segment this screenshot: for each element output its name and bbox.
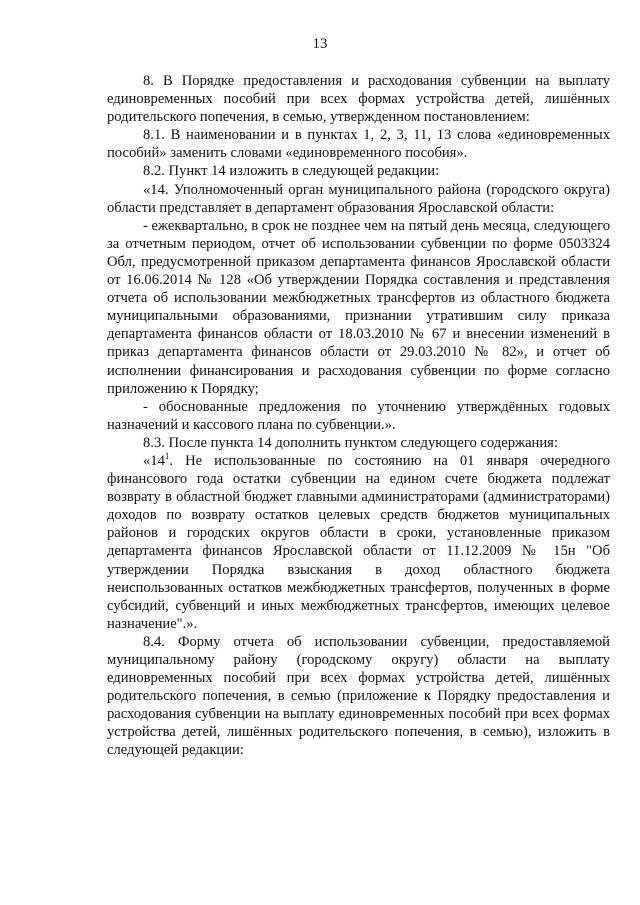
paragraph-14-proposals: - обоснованные предложения по уточнению утверждённых годовых назначений и кассового плана по субвенции.». [107, 398, 610, 433]
paragraph-14-1-text: . Не использованные по состоянию на 01 января очередного финансового года остатки субвенции на едином счете бюджета подлежат возврату в областной бюджет главными администраторами (администраторами) доходов по возврату остатков целевых средств бюджетов муниципальных районов и городских округов области в сроки, установленные приказом департамента финансов Ярославской области от 11.12.2009 № 15н "Об утверждении Порядка взыскания в доход областного бюджета неиспользованных остатков межбюджетных трансфертов, полученных в форме субсидий, субвенций и иных межбюджетных трансфертов, имеющих целевое назначение".». [107, 452, 610, 632]
paragraph-8: 8. В Порядке предоставления и расходования субвенции на выплату единовременных пособий при всех формах устройства детей, лишённых родительского попечения, в семью, утвержденном постановлением: [107, 73, 610, 126]
page-number: 13 [312, 36, 328, 52]
paragraph-8-2: 8.2. Пункт 14 изложить в следующей редакции: [143, 163, 440, 180]
paragraph-8-1: 8.1. В наименовании и в пунктах 1, 2, 3, 11, 13 слова «единовременных пособий» заменить словами «единовременного пособия». [107, 127, 610, 162]
paragraph-14: «14. Уполномоченный орган муниципального района (городского округа) области представляет в департамент образования Ярославской области: [107, 181, 610, 216]
paragraph-14-1-lead: «14 [143, 452, 165, 469]
paragraph-14-1 [107, 452, 610, 633]
paragraph-8-4: 8.4. Форму отчета об использовании субвенции, предоставляемой муниципальному району (городскому округу) области на выплату единовременных пособий при всех формах устройства детей, лишённых родительского попечения, в семью (приложение к Порядку предоставления и расходования субвенции на выплату единовременных пособий при всех формах устройства детей, лишённых родительского попечения, в семью), изложить в следующей редакции: [107, 633, 610, 759]
paragraph-14-1-superscript: 1 [164, 451, 170, 462]
paragraph-14-quarterly: - ежеквартально, в срок не позднее чем на пятый день месяца, следующего за отчетным периодом, отчет об использовании субвенции по форме 0503324 Обл, предусмотренной приказом департамента финансов Ярославской области от 16.06.2014 № 128 «Об утверждении Порядка составления и представления отчета об использовании межбюджетных трансфертов из областного бюджета муниципальными образованиями, признании утратившим силу приказа департамента финансов области от 18.03.2010 № 67 и внесении изменений в приказ департамента финансов области от 29.03.2010 № 82», и отчет об исполнении финансирования и расходования субвенции по форме согласно приложению к Порядку; [107, 217, 610, 397]
document-body [107, 72, 610, 760]
paragraph-8-3: 8.3. После пункта 14 дополнить пунктом следующего содержания: [143, 434, 558, 451]
